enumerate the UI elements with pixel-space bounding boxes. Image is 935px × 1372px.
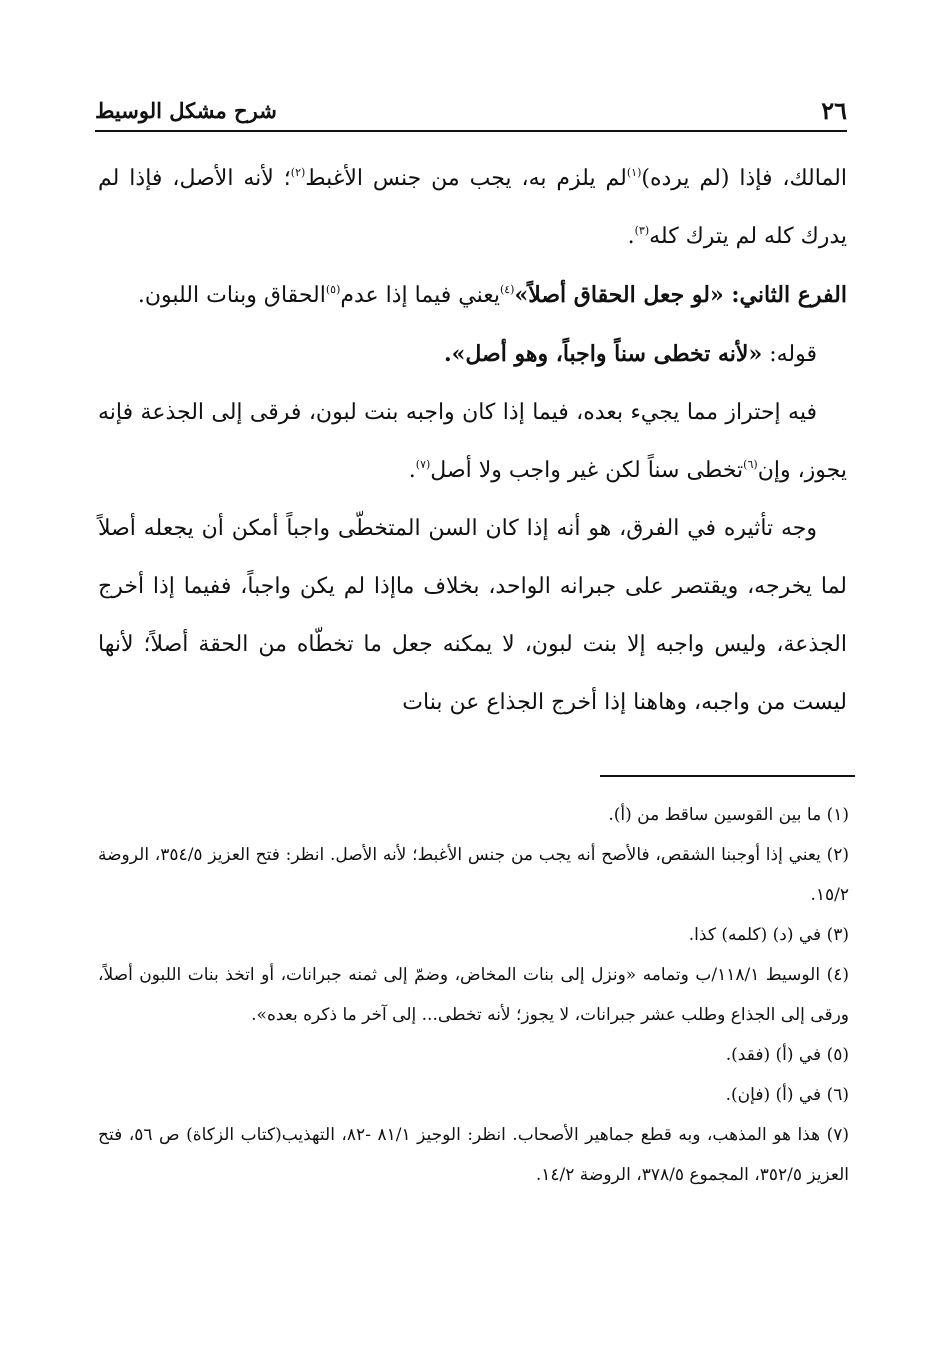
paragraph-5: وجه تأثيره في الفرق، هو أنه إذا كان السن المتخطّى واجباً أمكن أن يجعله أصلاً لما يخرجه، ويقتصر على جبرانه الواحد، بخلاف ماإذا لم يكن واجباً، ففيما إذا أخرج الجذعة، وليس واجبه إلا بنت لبون، لا يمكنه جعل ما تخطّاه من الحقة أصلاً؛ لأنها ليست من واجبه، وهاهنا إذا أخرج الجذاع عن بنات [98,516,847,715]
main-text [98,150,847,732]
footnote-ref-3: (٣) [634,224,650,237]
running-header [95,96,847,128]
page-number: ٢٦ [821,96,847,125]
footnote-2: (٢) يعني إذا أوجبنا الشقص، فالأصح أنه يجب من جنس الأغبط؛ لأنه الأصل. انظر: فتح العزيز ٣٥٤/٥، الروضة ١٥/٢. [98,845,849,905]
book-title: شرح مشكل الوسيط [95,98,277,123]
footnote-ref-4: (٤) [499,283,515,296]
footnote-3: (٣) في (د) (كلمه) كذا. [688,925,849,945]
footnote-ref-2: (٢) [290,166,306,179]
footnote-4: (٤) الوسيط ١١٨/١/ب وتمامه «ونزل إلى بنات المخاض، وضمّ إلى ثمنه جبرانات، أو اتخذ بنات اللبون أصلاً، ورقى إلى الجذاع وطلب عشر جبرانات، لا يجوز؛ لأنه تخطى... إلى آخر ما ذكره بعده». [98,965,849,1025]
footnote-7: (٧) هذا هو المذهب، وبه قطع جماهير الأصحاب. انظر: الوجيز ٨١/١ -٨٢، التهذيب(كتاب الزكاة) ص ٥٦، فتح العزيز ٣٥٢/٥، المجموع ٣٧٨/٥، الروضة ١٤/٢. [98,1125,850,1185]
footnote-ref-7: (٧) [415,458,431,471]
footnote-ref-5: (٥) [325,283,341,296]
paragraph-2: الفرع الثاني: «لو جعل الحقاق أصلاً»$^{(٤)}$يعني فيما إذا عدم$^{(٥)}$الحقاق وبنات اللبون. [137,282,847,308]
paragraph-3: قوله: «لأنه تخطى سناً واجباً، وهو أصل». [443,341,817,367]
footnote-1: (١) ما بين القوسين ساقط من (أ). [608,805,849,825]
footnote-ref-6: (٦) [743,458,758,471]
section-heading: الفرع الثاني: «لو جعل الحقاق أصلاً» [514,282,847,308]
paragraph-4: فيه إحتراز مما يجيء بعده، فيما إذا كان واجبه بنت لبون، فرقى إلى الجذعة فإنه يجوز، وإن$^{(٦)}$تخطى سناً لكن غير واجب ولا أصل$^{(٧)}$. [98,400,847,483]
footnote-6: (٦) في (أ) (فإن). [725,1085,849,1105]
footnote-5: (٥) في (أ) (فقد). [725,1045,849,1065]
footnote-separator [600,775,855,777]
paragraph-1: المالك، فإذا (لم يرده)$^{(١)}$لم يلزم به، يجب من جنس الأغبط$^{(٢)}$؛ لأنه الأصل، فإذا لم يدرك كله لم يترك كله$^{(٣)}$. [98,166,848,249]
header-rule [95,130,847,132]
footnotes [98,795,849,1195]
footnote-ref-1: (١) [626,166,642,179]
quoted-text: «لأنه تخطى سناً واجباً، وهو أصل». [443,341,763,367]
